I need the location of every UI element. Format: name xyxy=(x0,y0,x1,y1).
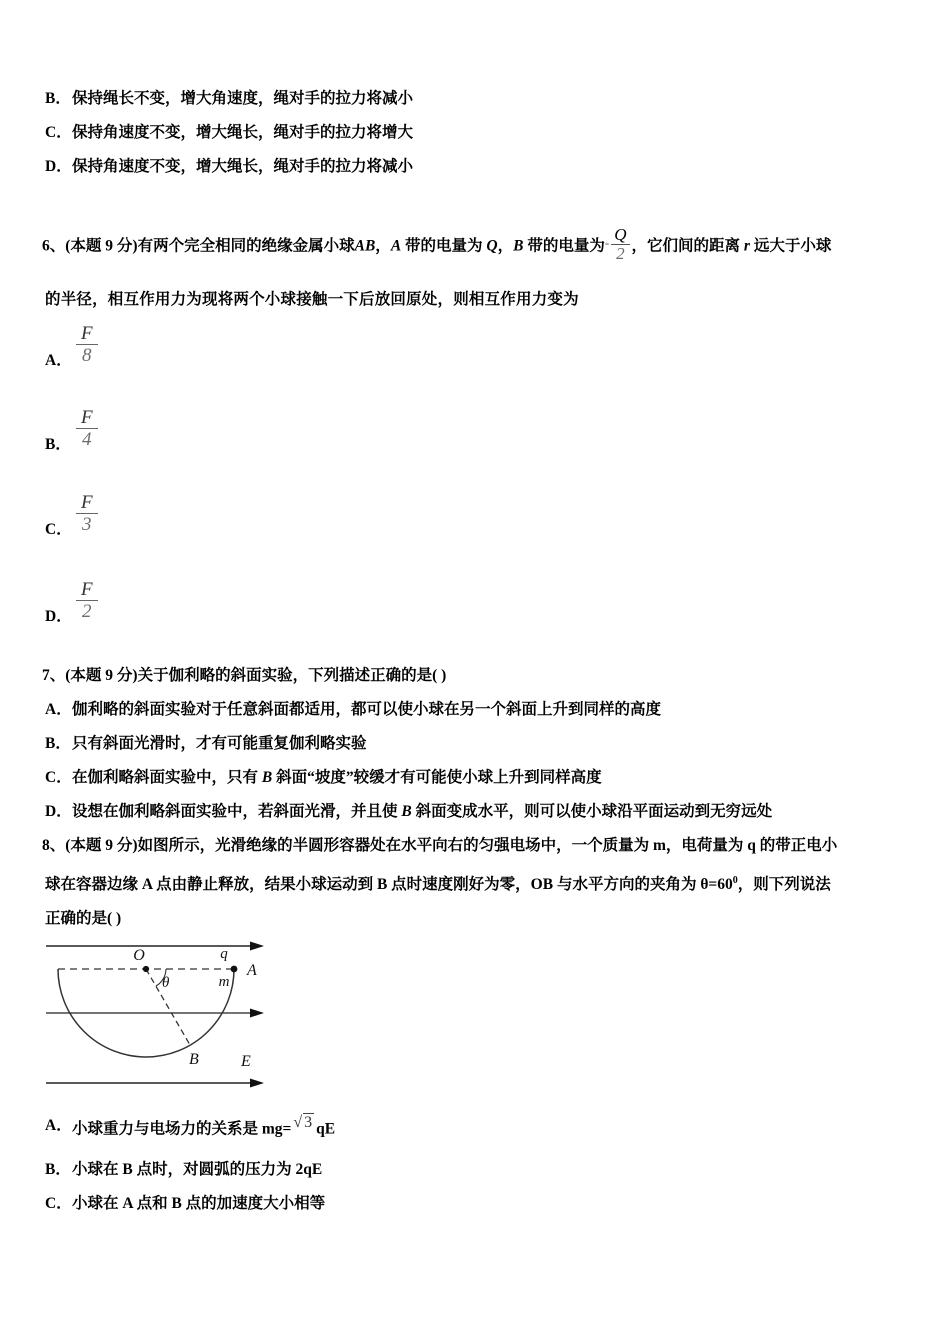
question-6-option-d-numerator: F xyxy=(76,580,98,601)
question-8-stem-text2b: ，则下列说法 xyxy=(737,876,831,893)
question-6-stem-part1: 有两个完全相同的绝缘金属小球 xyxy=(137,237,355,255)
charge-fraction-numerator: Q xyxy=(611,226,629,245)
question-6-option-d-denominator: 2 xyxy=(82,601,92,622)
question-6-option-d-fraction xyxy=(76,580,98,621)
question-8-stem-line3: 正确的是( ) xyxy=(45,910,122,927)
question-8-option-c-text: 小球在 A 点和 B 点的加速度大小相等 xyxy=(72,1195,326,1212)
figure-label-m: m xyxy=(218,974,230,990)
question-6-stem-part4: ， xyxy=(497,237,514,255)
question-7-stem-text: 关于伽利略的斜面实验，下列描述正确的是( ) xyxy=(137,667,447,684)
question-8-option-a-after: qE xyxy=(316,1120,336,1138)
question-6-stem-part6: ，它们间的距离 xyxy=(631,237,744,255)
carryover-option-b-text: 保持绳长不变，增大角速度，绳对手的拉力将减小 xyxy=(72,90,414,107)
carryover-option-d-text: 保持角速度不变，增大绳长，绳对手的拉力将减小 xyxy=(72,158,414,175)
figure-label-theta: θ xyxy=(162,975,170,991)
question-6-option-c-denominator: 3 xyxy=(82,514,92,535)
arrowhead-icon xyxy=(250,1009,264,1018)
question-6-option-a-denominator: 8 xyxy=(82,345,92,366)
point-o-marker xyxy=(143,966,149,972)
figure-label-o: O xyxy=(133,947,145,964)
question-6-option-c-label: C． xyxy=(45,521,72,538)
sqrt-icon: √ 3 xyxy=(293,1114,313,1131)
question-7-option-a-text: 伽利略的斜面实验对于任意斜面都适用，都可以使小球在另一个斜面上升到同样的高度 xyxy=(72,701,662,718)
question-8-option-c-label: C． xyxy=(45,1195,72,1212)
question-6-italic-q: Q xyxy=(486,237,498,255)
carryover-option-d-label: D． xyxy=(45,158,72,175)
arrowhead-icon xyxy=(250,1079,264,1088)
question-6-option-d-label: D． xyxy=(45,608,72,625)
question-6-stem-line2: 的半径，相互作用力为现将两个小球接触一下后放回原处，则相互作用力变为 xyxy=(45,291,579,308)
question-7-option-d-text xyxy=(72,799,772,821)
question-6-option-b-label: B． xyxy=(45,436,71,453)
question-6-option-b-fraction xyxy=(76,408,98,449)
question-8-option-a-text xyxy=(72,1113,335,1139)
physics-figure-semicircle-in-field xyxy=(38,936,288,1096)
question-6-number: 6、 xyxy=(42,237,66,255)
question-8-number: 8、 xyxy=(42,837,66,854)
question-7-option-d-italic: B xyxy=(401,803,412,820)
question-7-option-b-label: B． xyxy=(45,735,71,752)
carryover-option-c-label: C． xyxy=(45,124,72,141)
question-8-option-a-radicand: 3 xyxy=(304,1114,313,1131)
question-7-option-d-label: D． xyxy=(45,803,72,820)
question-7-option-c-italic: B xyxy=(261,769,273,786)
question-6-stem xyxy=(42,226,831,263)
question-6-option-b-numerator: F xyxy=(76,408,98,429)
question-6-option-b-denominator: 4 xyxy=(82,429,92,450)
figure-label-e: E xyxy=(241,1053,251,1070)
question-8-points: (本题 9 分) xyxy=(65,837,138,854)
question-6-points: (本题 9 分) xyxy=(65,237,138,255)
question-7-points: (本题 9 分) xyxy=(65,667,138,684)
figure-label-q: q xyxy=(220,946,228,962)
charge-fraction-denominator: 2 xyxy=(616,243,625,263)
question-8-stem-line1 xyxy=(42,833,837,855)
question-7-option-b-text: 只有斜面光滑时，才有可能重复伽利略实验 xyxy=(72,735,367,752)
question-8-stem-text2a: 球在容器边缘 A 点由静止释放，结果小球运动到 B 点时速度刚好为零，OB 与水平方向的夹角为 θ=60 xyxy=(45,876,733,893)
question-6-option-c-fraction xyxy=(76,493,98,534)
question-8-option-a-label: A． xyxy=(45,1117,72,1134)
question-6-option-a-label: A． xyxy=(45,352,72,369)
question-8-option-b-text: 小球在 B 点时，对圆弧的压力为 2qE xyxy=(72,1161,323,1178)
field-line-top xyxy=(46,942,264,951)
question-7-option-d-after: 斜面变成水平，则可以使小球沿平面运动到无穷远处 xyxy=(411,803,773,820)
question-6-stem-part2: ， xyxy=(375,237,391,255)
field-line-bottom xyxy=(46,1079,264,1088)
carryover-option-c-text: 保持角速度不变，增大绳长，绳对手的拉力将增大 xyxy=(72,124,414,141)
question-8-stem-text1: 如图所示，光滑绝缘的半圆形容器处在水平向右的匀强电场中，一个质量为 m，电荷量为 q 的带正电小 xyxy=(137,837,838,854)
charge-fraction-sign: - xyxy=(604,235,610,251)
question-7-stem xyxy=(42,663,446,685)
point-a-marker xyxy=(231,966,238,973)
charge-fraction xyxy=(611,226,629,263)
arrowhead-icon xyxy=(250,942,264,951)
question-7-option-c-after: 斜面“坡度”较缓才有可能使小球上升到同样高度 xyxy=(272,769,602,786)
question-7-option-d-before: 设想在伽利略斜面实验中，若斜面光滑，并且使 xyxy=(72,803,402,820)
question-7-option-a-label: A． xyxy=(45,701,72,718)
field-line-middle xyxy=(46,1009,264,1018)
question-8-option-b-label: B． xyxy=(45,1161,71,1178)
question-6-option-a-numerator: F xyxy=(76,324,98,345)
figure-label-a: A xyxy=(247,962,257,979)
question-8-stem-line2 xyxy=(45,872,831,894)
question-6-option-c-numerator: F xyxy=(76,493,98,514)
question-6-italic-ab: AB xyxy=(354,237,376,255)
question-6-stem-part3: 带的电量为 xyxy=(401,237,487,255)
question-6-italic-r: r xyxy=(743,237,750,255)
question-7-number: 7、 xyxy=(42,667,66,684)
question-7-option-c-text xyxy=(72,765,602,787)
question-8-option-a-before: 小球重力与电场力的关系是 mg= xyxy=(72,1120,292,1138)
question-6-italic-b: B xyxy=(513,237,524,255)
figure-label-b: B xyxy=(189,1051,199,1068)
question-6-italic-a: A xyxy=(390,237,402,255)
question-8-degree-superscript: 0 xyxy=(732,875,738,886)
question-7-option-c-before: 在伽利略斜面实验中，只有 xyxy=(72,769,262,786)
carryover-option-b-label: B． xyxy=(45,90,71,107)
question-6-option-a-fraction xyxy=(76,324,98,365)
question-6-stem-part5: 带的电量为 xyxy=(523,237,605,255)
question-7-option-c-label: C． xyxy=(45,769,72,786)
question-6-stem-part7: 远大于小球 xyxy=(749,237,832,255)
